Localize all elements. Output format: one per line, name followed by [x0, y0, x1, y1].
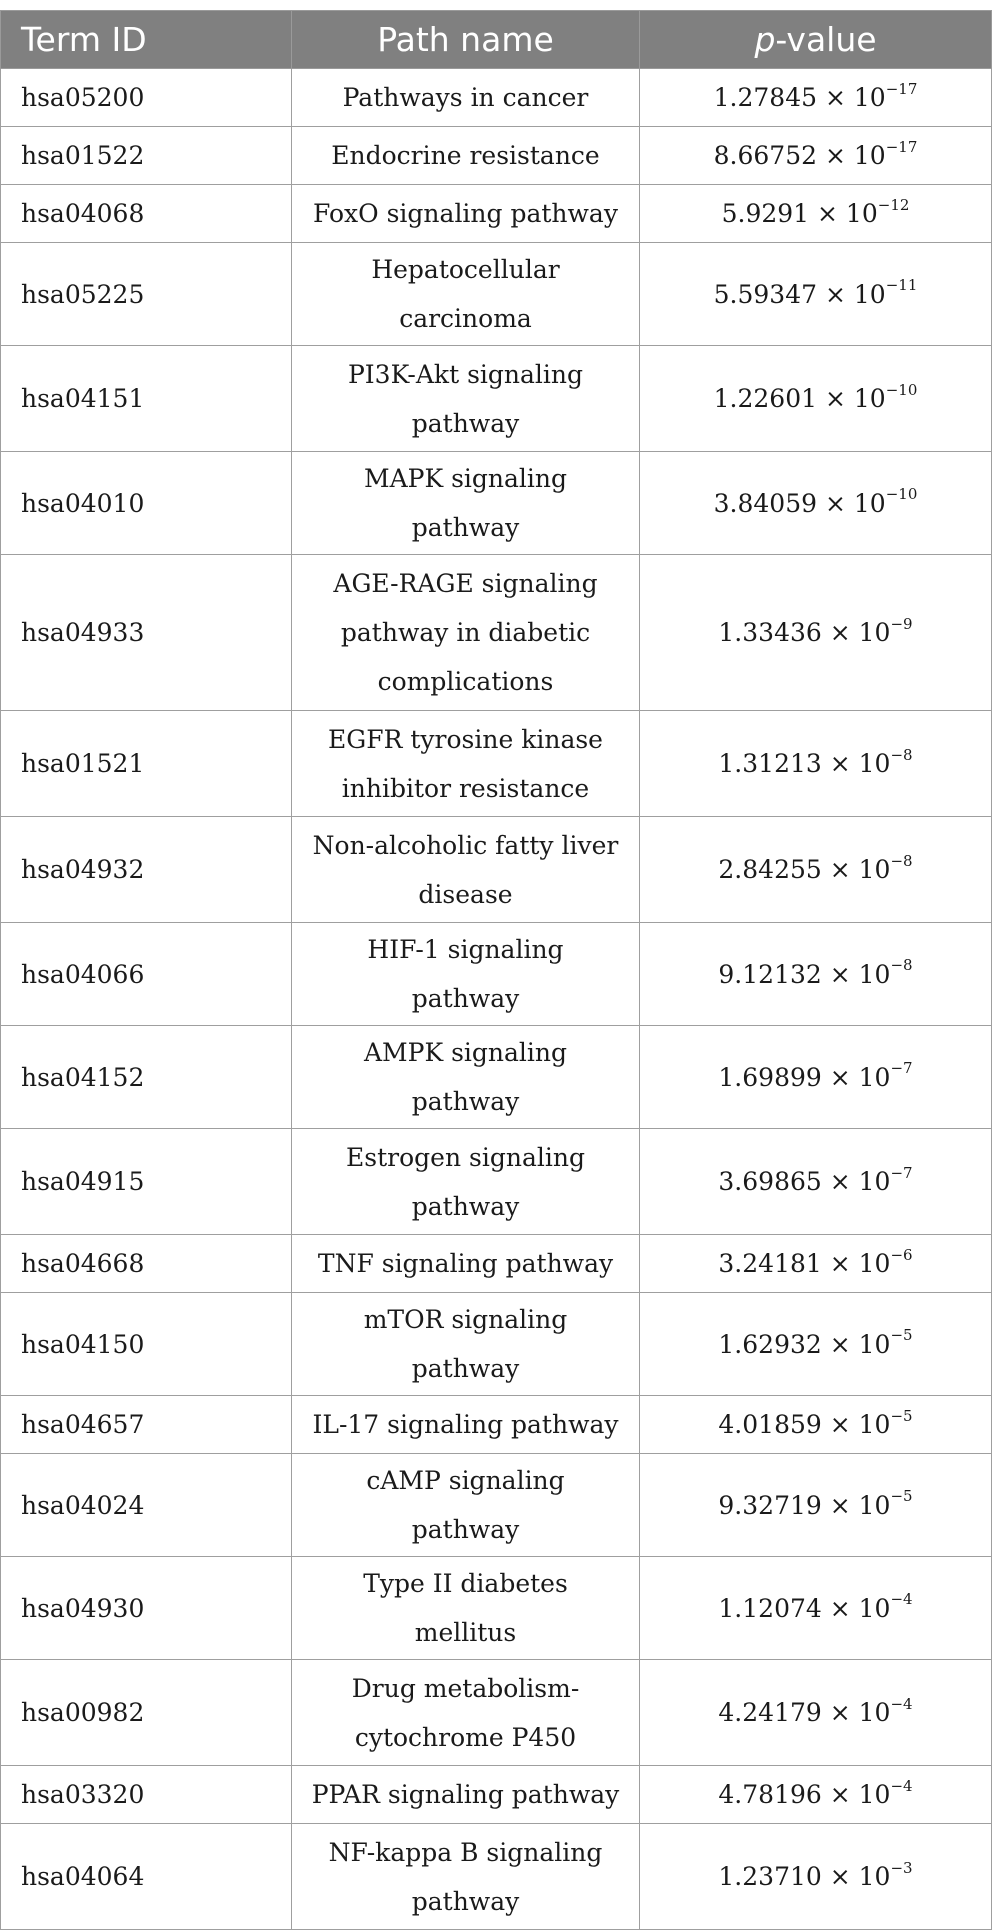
- term-id-cell: hsa04933: [1, 555, 292, 711]
- term-id-cell: hsa04024: [1, 1454, 292, 1557]
- table-row: [1, 1293, 992, 1396]
- table-row: [1, 185, 992, 243]
- path-name-cell: Endocrine resistance: [292, 127, 640, 185]
- p-times-base: × 10: [829, 1490, 891, 1520]
- p-exponent: −7: [890, 1059, 913, 1078]
- p-exponent: −10: [885, 380, 918, 399]
- p-exponent: −4: [890, 1776, 913, 1795]
- term-id-cell: hsa05225: [1, 243, 292, 346]
- p-value-cell: [640, 69, 992, 127]
- p-mantissa: 4.78196: [718, 1780, 822, 1809]
- table-header-row: [1, 11, 992, 69]
- p-times-base: × 10: [829, 1698, 891, 1727]
- path-name-cell: MAPK signaling pathway: [292, 452, 640, 555]
- term-id-cell: hsa04151: [1, 346, 292, 452]
- header-term-id: Term ID: [1, 11, 292, 69]
- p-times-base: × 10: [829, 1593, 891, 1623]
- p-value-cell: [640, 555, 992, 711]
- p-exponent: −6: [890, 1245, 913, 1264]
- table-row: [1, 243, 992, 346]
- path-name-cell: AMPK signaling pathway: [292, 1026, 640, 1129]
- p-exponent: −4: [890, 1590, 913, 1609]
- p-value-cell: [640, 1293, 992, 1396]
- pathway-table-container: [0, 10, 992, 1930]
- p-value-cell: [640, 1396, 992, 1454]
- term-id-cell: hsa04930: [1, 1557, 292, 1660]
- p-mantissa: 9.12132: [718, 959, 822, 989]
- term-id-cell: hsa04915: [1, 1129, 292, 1235]
- path-name-cell: PI3K-Akt signaling pathway: [292, 346, 640, 452]
- p-times-base: × 10: [829, 618, 891, 647]
- p-exponent: −5: [890, 1326, 913, 1345]
- p-mantissa: 5.59347: [713, 279, 818, 309]
- table-row: [1, 1766, 992, 1824]
- path-name-cell: Non-alcoholic fatty liver disease: [292, 817, 640, 923]
- p-mantissa: 3.84059: [713, 488, 818, 518]
- p-value-cell: [640, 1129, 992, 1235]
- path-name-cell: cAMP signaling pathway: [292, 1454, 640, 1557]
- p-exponent: −8: [890, 956, 913, 975]
- p-times-base: × 10: [829, 959, 891, 989]
- path-name-cell: Type II diabetes mellitus: [292, 1557, 640, 1660]
- path-name-cell: FoxO signaling pathway: [292, 185, 640, 243]
- table-row: [1, 346, 992, 452]
- p-times-base: × 10: [817, 199, 878, 228]
- p-value-cell: [640, 923, 992, 1026]
- p-times-base: × 10: [824, 141, 886, 170]
- term-id-cell: hsa01521: [1, 711, 292, 817]
- p-value-cell: [640, 185, 992, 243]
- table-row: [1, 923, 992, 1026]
- table-row: [1, 555, 992, 711]
- p-mantissa: 1.62932: [718, 1329, 822, 1359]
- header-p-letter: p: [754, 20, 776, 59]
- p-mantissa: 2.84255: [718, 855, 822, 884]
- kegg-pathway-table: [0, 10, 992, 1930]
- term-id-cell: hsa04010: [1, 452, 292, 555]
- p-mantissa: 1.31213: [718, 749, 822, 778]
- p-exponent: −10: [885, 485, 918, 504]
- p-value-cell: [640, 1557, 992, 1660]
- p-mantissa: 4.24179: [718, 1698, 822, 1727]
- table-row: [1, 1235, 992, 1293]
- p-exponent: −4: [890, 1694, 913, 1713]
- p-value-cell: [640, 711, 992, 817]
- term-id-cell: hsa03320: [1, 1766, 292, 1824]
- p-times-base: × 10: [829, 1862, 891, 1891]
- table-row: [1, 1557, 992, 1660]
- table-row: [1, 1026, 992, 1129]
- p-value-cell: [640, 1235, 992, 1293]
- p-exponent: −12: [877, 195, 910, 214]
- p-value-cell: [640, 1824, 992, 1930]
- term-id-cell: hsa04066: [1, 923, 292, 1026]
- path-name-cell: Drug metabolism-cytochrome P450: [292, 1660, 640, 1766]
- term-id-cell: hsa04068: [1, 185, 292, 243]
- term-id-cell: hsa04657: [1, 1396, 292, 1454]
- p-mantissa: 1.12074: [718, 1593, 822, 1623]
- p-mantissa: 8.66752: [713, 141, 818, 170]
- term-id-cell: hsa05200: [1, 69, 292, 127]
- p-exponent: −8: [890, 745, 913, 764]
- p-value-cell: [640, 1454, 992, 1557]
- p-times-base: × 10: [829, 1410, 891, 1439]
- p-value-cell: [640, 1026, 992, 1129]
- p-exponent: −17: [885, 79, 918, 98]
- path-name-cell: AGE-RAGE signaling pathway in diabetic complications: [292, 555, 640, 711]
- table-row: [1, 1129, 992, 1235]
- p-times-base: × 10: [824, 384, 886, 413]
- p-value-cell: [640, 817, 992, 923]
- p-times-base: × 10: [829, 855, 891, 884]
- p-times-base: × 10: [829, 1167, 891, 1196]
- path-name-cell: Pathways in cancer: [292, 69, 640, 127]
- path-name-cell: NF-kappa B signaling pathway: [292, 1824, 640, 1930]
- p-value-cell: [640, 1766, 992, 1824]
- path-name-cell: Hepatocellular carcinoma: [292, 243, 640, 346]
- p-mantissa: 1.33436: [718, 618, 822, 647]
- p-mantissa: 3.24181: [718, 1249, 822, 1278]
- table-row: [1, 127, 992, 185]
- p-value-cell: [640, 452, 992, 555]
- p-exponent: −3: [890, 1858, 913, 1877]
- p-exponent: −17: [885, 137, 918, 156]
- path-name-cell: TNF signaling pathway: [292, 1235, 640, 1293]
- p-exponent: −9: [890, 614, 913, 633]
- term-id-cell: hsa04150: [1, 1293, 292, 1396]
- p-times-base: × 10: [829, 1249, 891, 1278]
- path-name-cell: IL-17 signaling pathway: [292, 1396, 640, 1454]
- p-mantissa: 1.22601: [713, 384, 818, 413]
- p-times-base: × 10: [829, 1329, 891, 1359]
- p-mantissa: 1.23710: [718, 1862, 822, 1891]
- p-mantissa: 1.69899: [718, 1062, 822, 1092]
- path-name-cell: mTOR signaling pathway: [292, 1293, 640, 1396]
- p-value-cell: [640, 1660, 992, 1766]
- p-exponent: −8: [890, 851, 913, 870]
- table-row: [1, 1660, 992, 1766]
- header-path-name: Path name: [292, 11, 640, 69]
- p-mantissa: 1.27845: [713, 83, 818, 112]
- path-name-cell: HIF-1 signaling pathway: [292, 923, 640, 1026]
- p-times-base: × 10: [829, 1062, 891, 1092]
- term-id-cell: hsa04932: [1, 817, 292, 923]
- table-row: [1, 1454, 992, 1557]
- table-row: [1, 452, 992, 555]
- header-p-value: [640, 11, 992, 69]
- p-times-base: × 10: [829, 749, 891, 778]
- p-mantissa: 4.01859: [718, 1410, 822, 1439]
- term-id-cell: hsa04152: [1, 1026, 292, 1129]
- p-exponent: −5: [890, 1406, 913, 1425]
- path-name-cell: PPAR signaling pathway: [292, 1766, 640, 1824]
- table-row: [1, 1396, 992, 1454]
- table-row: [1, 817, 992, 923]
- p-exponent: −7: [890, 1163, 913, 1182]
- term-id-cell: hsa04064: [1, 1824, 292, 1930]
- term-id-cell: hsa04668: [1, 1235, 292, 1293]
- p-times-base: × 10: [824, 279, 886, 309]
- p-value-cell: [640, 243, 992, 346]
- p-mantissa: 3.69865: [718, 1167, 822, 1196]
- p-mantissa: 9.32719: [718, 1490, 822, 1520]
- term-id-cell: hsa01522: [1, 127, 292, 185]
- term-id-cell: hsa00982: [1, 1660, 292, 1766]
- table-row: [1, 711, 992, 817]
- p-times-base: × 10: [824, 488, 886, 518]
- p-value-cell: [640, 346, 992, 452]
- p-exponent: −11: [885, 276, 918, 295]
- p-mantissa: 5.9291: [721, 199, 810, 228]
- p-times-base: × 10: [824, 83, 886, 112]
- p-value-cell: [640, 127, 992, 185]
- table-row: [1, 69, 992, 127]
- header-p-suffix: -value: [775, 20, 877, 59]
- path-name-cell: EGFR tyrosine kinase inhibitor resistance: [292, 711, 640, 817]
- path-name-cell: Estrogen signaling pathway: [292, 1129, 640, 1235]
- p-exponent: −5: [890, 1487, 913, 1506]
- p-times-base: × 10: [829, 1780, 891, 1809]
- table-row: [1, 1824, 992, 1930]
